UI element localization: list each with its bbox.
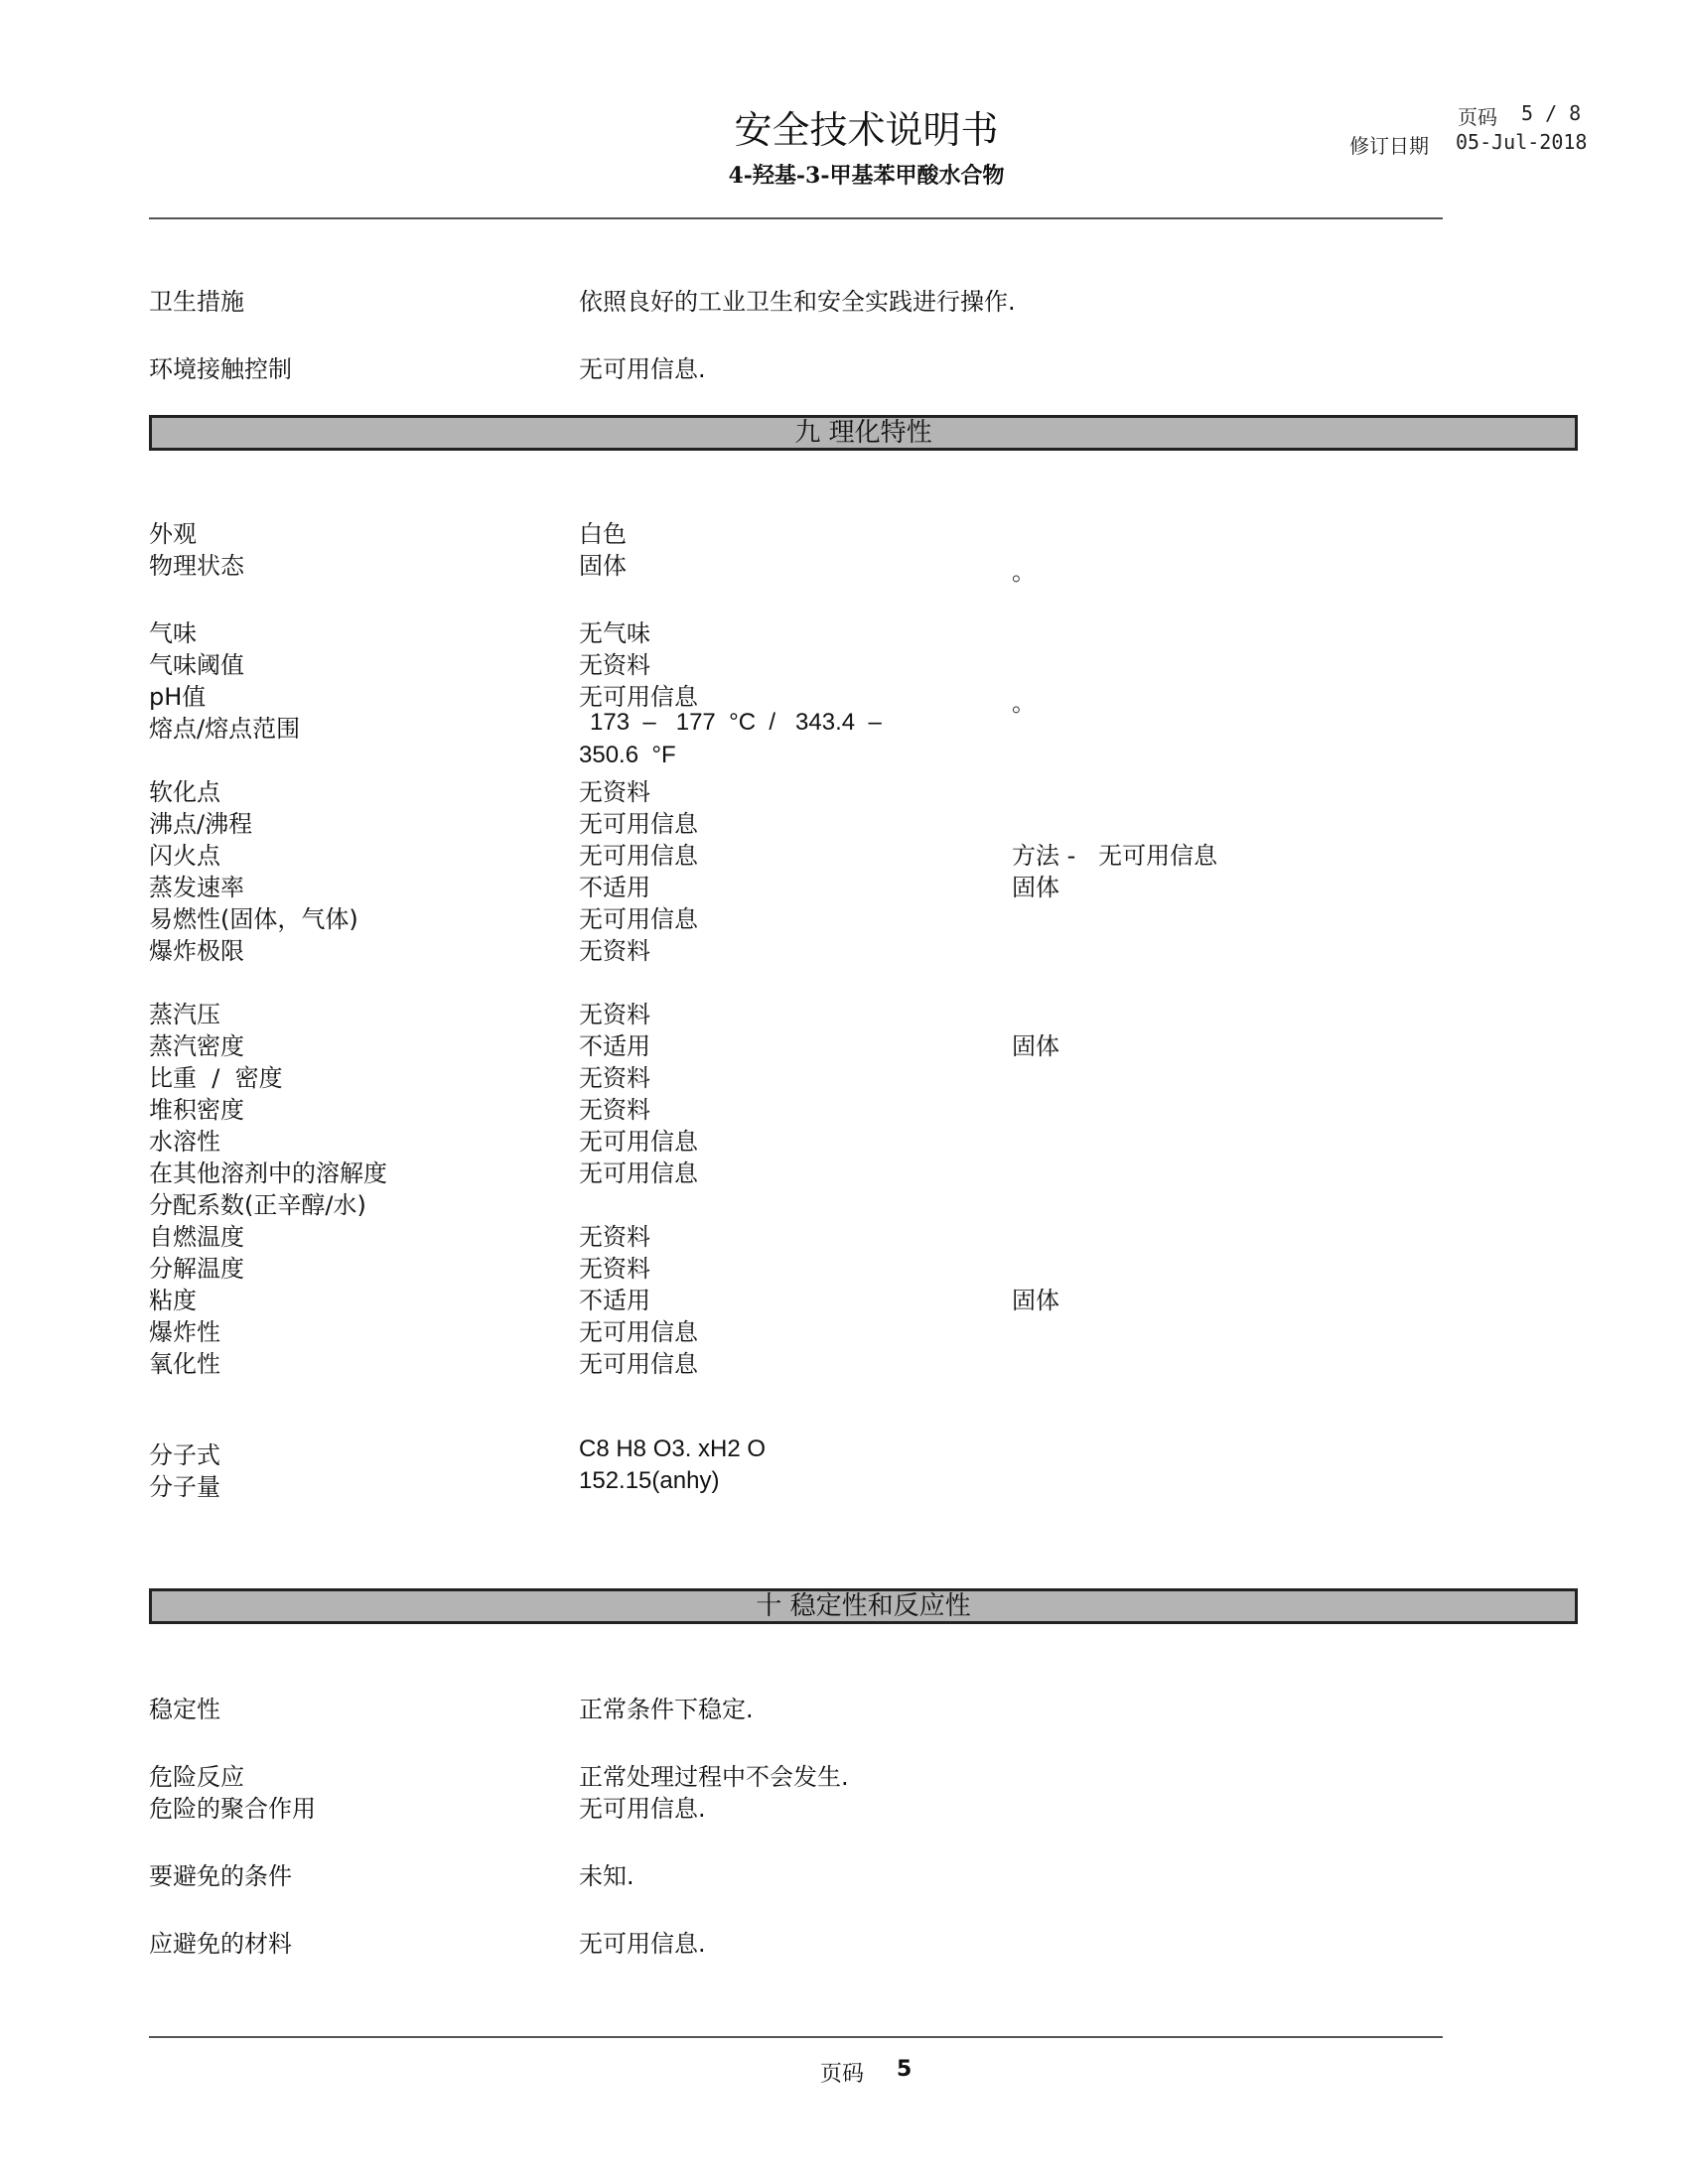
hygiene-value: 依照良好的工业卫生和安全实践进行操作. — [579, 288, 1016, 316]
env-control-label: 环境接触控制 — [149, 355, 292, 383]
vapor-pressure-label: 蒸汽压 — [149, 1001, 220, 1028]
flash-point-value: 无可用信息 — [579, 842, 698, 870]
stability-label: 稳定性 — [149, 1696, 220, 1723]
water-solubility-value: 无可用信息 — [579, 1128, 698, 1156]
hazardous-polymerization-label: 危险的聚合作用 — [149, 1795, 316, 1823]
odor-threshold-label: 气味阈值 — [149, 651, 244, 679]
hazardous-reactions-label: 危险反应 — [149, 1763, 244, 1791]
vapor-density-value: 不适用 — [579, 1032, 650, 1060]
molecular-formula-label: 分子式 — [149, 1441, 220, 1469]
partition-coefficient-label: 分配系数(正辛醇/水) — [149, 1191, 366, 1219]
autoignition-label: 自燃温度 — [149, 1223, 244, 1251]
document-title: 安全技术说明书 — [734, 108, 999, 152]
viscosity-value: 不适用 — [579, 1287, 650, 1314]
evaporation-rate-label: 蒸发速率 — [149, 874, 244, 901]
viscosity-label: 粘度 — [149, 1287, 197, 1314]
incompatible-materials-label: 应避免的材料 — [149, 1930, 292, 1958]
explosion-limits-label: 爆炸极限 — [149, 937, 244, 965]
bulk-density-label: 堆积密度 — [149, 1096, 244, 1124]
vapor-pressure-value: 无资料 — [579, 1001, 650, 1028]
melting-point-label: 熔点/熔点范围 — [149, 715, 301, 743]
vapor-density-label: 蒸汽密度 — [149, 1032, 244, 1060]
melting-point-value: 173 – 177 °C / 343.4 – — [590, 709, 882, 736]
flash-point-label: 闪火点 — [149, 842, 220, 870]
ph-label: pH值 — [149, 683, 207, 711]
document-subtitle: 4-羟基-3-甲基苯甲酸水合物 — [728, 163, 1005, 189]
incompatible-materials-value: 无可用信息. — [579, 1930, 706, 1958]
oxidizing-label: 氧化性 — [149, 1350, 220, 1378]
oxidizing-value: 无可用信息 — [579, 1350, 698, 1378]
page-value: 5 / 8 — [1521, 101, 1582, 125]
specific-gravity-label: 比重 / 密度 — [149, 1064, 283, 1092]
revision-value: 05-Jul-2018 — [1456, 130, 1588, 154]
env-control-value: 无可用信息. — [579, 355, 706, 383]
flammability-value: 无可用信息 — [579, 905, 698, 933]
odor-threshold-value: 无资料 — [579, 651, 650, 679]
ph-note: 。 — [1012, 689, 1036, 717]
revision-label: 修订日期 — [1349, 134, 1429, 158]
footer-divider — [149, 2036, 1443, 2038]
explosive-label: 爆炸性 — [149, 1318, 220, 1346]
boiling-point-value: 无可用信息 — [579, 810, 698, 838]
decomposition-value: 无资料 — [579, 1255, 650, 1283]
molecular-weight-label: 分子量 — [149, 1473, 220, 1501]
conditions-to-avoid-value: 未知. — [579, 1862, 634, 1890]
water-solubility-label: 水溶性 — [149, 1128, 220, 1156]
other-solubility-label: 在其他溶剂中的溶解度 — [149, 1160, 387, 1187]
conditions-to-avoid-label: 要避免的条件 — [149, 1862, 292, 1890]
appearance-value: 白色 — [579, 520, 627, 548]
footer-page-number: 5 — [897, 2057, 913, 2082]
other-solubility-value: 无可用信息 — [579, 1160, 698, 1187]
explosive-value: 无可用信息 — [579, 1318, 698, 1346]
melting-point-value-cont: 350.6 °F — [579, 742, 676, 768]
vapor-density-note: 固体 — [1012, 1032, 1059, 1060]
ph-value: 无可用信息 — [579, 683, 698, 711]
physical-state-note: 。 — [1012, 558, 1036, 586]
explosion-limits-value: 无资料 — [579, 937, 650, 965]
flammability-label: 易燃性(固体，气体) — [149, 905, 358, 933]
odor-label: 气味 — [149, 619, 197, 647]
flash-point-method: 方法 - 无可用信息 — [1012, 842, 1218, 870]
stability-value: 正常条件下稳定. — [579, 1696, 754, 1723]
section-9-header — [149, 415, 1578, 451]
softening-point-label: 软化点 — [149, 778, 220, 806]
bulk-density-value: 无资料 — [579, 1096, 650, 1124]
specific-gravity-value: 无资料 — [579, 1064, 650, 1092]
viscosity-note: 固体 — [1012, 1287, 1059, 1314]
hazardous-reactions-value: 正常处理过程中不会发生. — [579, 1763, 849, 1791]
appearance-label: 外观 — [149, 520, 197, 548]
page-label: 页码 — [1458, 105, 1497, 129]
evaporation-rate-note: 固体 — [1012, 874, 1059, 901]
section-9-title: 九 理化特性 — [794, 418, 932, 448]
hazardous-polymerization-value: 无可用信息. — [579, 1795, 706, 1823]
odor-value: 无气味 — [579, 619, 650, 647]
decomposition-label: 分解温度 — [149, 1255, 244, 1283]
molecular-formula-value: C8 H8 O3. xH2 O — [579, 1435, 767, 1462]
section-10-title: 十 稳定性和反应性 — [756, 1591, 971, 1621]
header-divider — [149, 217, 1443, 219]
boiling-point-label: 沸点/沸程 — [149, 810, 253, 838]
hygiene-label: 卫生措施 — [149, 288, 244, 316]
section-10-header — [149, 1588, 1578, 1624]
autoignition-value: 无资料 — [579, 1223, 650, 1251]
molecular-weight-value: 152.15(anhy) — [579, 1467, 720, 1494]
physical-state-label: 物理状态 — [149, 552, 244, 580]
physical-state-value: 固体 — [579, 552, 627, 580]
footer-page-label: 页码 — [820, 2062, 865, 2087]
softening-point-value: 无资料 — [579, 778, 650, 806]
evaporation-rate-value: 不适用 — [579, 874, 650, 901]
